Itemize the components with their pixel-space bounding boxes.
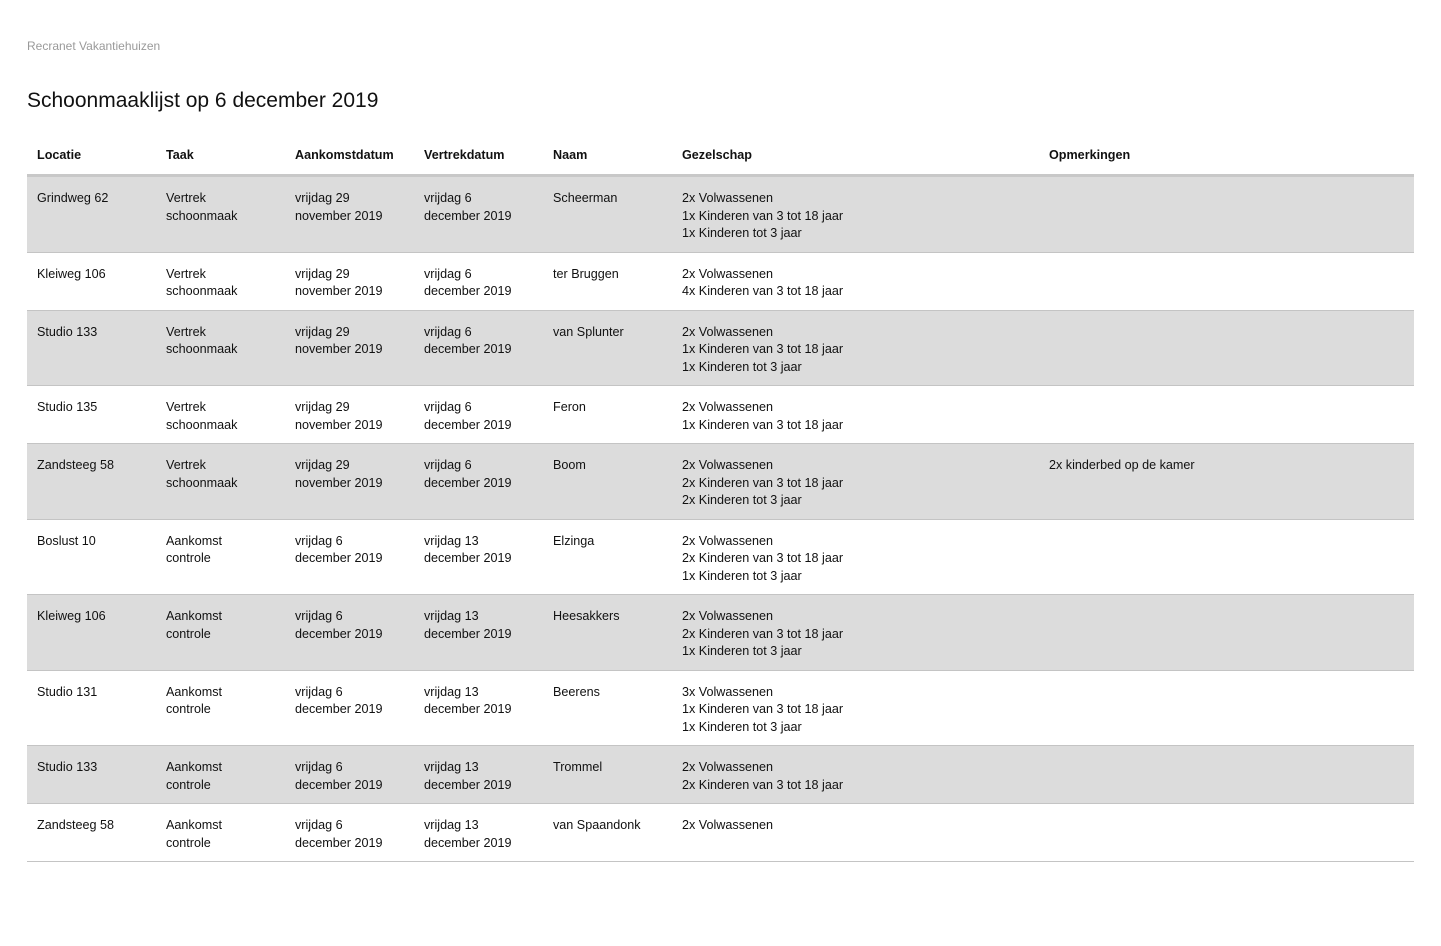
cell-locatie: Zandsteeg 58 (27, 444, 156, 520)
cell-vertrekdatum-line: vrijdag 6 (424, 191, 472, 205)
cell-aankomstdatum-line: december 2019 (295, 835, 383, 850)
table-row (27, 176, 1414, 253)
table-row (27, 670, 1414, 746)
cell-vertrekdatum-line: vrijdag 13 (424, 760, 479, 774)
cell-gezelschap (672, 519, 1039, 595)
cell-taak (156, 595, 285, 671)
cell-vertrekdatum-line: vrijdag 13 (424, 818, 479, 832)
cell-aankomstdatum (285, 176, 414, 253)
cell-taak-line: schoonmaak (166, 284, 238, 298)
cell-aankomstdatum-line: december 2019 (295, 551, 383, 565)
cell-gezelschap-line: 1x Kinderen tot 3 jaar (682, 359, 802, 374)
cell-locatie: Studio 131 (27, 670, 156, 746)
cell-vertrekdatum (414, 386, 543, 444)
cell-opmerkingen: 2x kinderbed op de kamer (1039, 444, 1414, 520)
cell-opmerkingen (1039, 746, 1414, 804)
table-row (27, 595, 1414, 671)
cell-aankomstdatum (285, 804, 414, 862)
cell-gezelschap-line: 1x Kinderen tot 3 jaar (682, 568, 802, 583)
table-row (27, 310, 1414, 386)
cell-gezelschap (672, 310, 1039, 386)
cell-opmerkingen (1039, 252, 1414, 310)
cell-taak-line: Aankomst (166, 684, 222, 699)
cell-gezelschap-line: 1x Kinderen van 3 tot 18 jaar (682, 702, 844, 716)
table-row (27, 252, 1414, 310)
cell-aankomstdatum-line: november 2019 (295, 417, 383, 432)
cell-vertrekdatum-line: december 2019 (424, 342, 512, 356)
column-header-opmerkingen: Opmerkingen (1039, 140, 1414, 176)
cell-aankomstdatum (285, 444, 414, 520)
cell-vertrekdatum (414, 310, 543, 386)
page-title: Schoonmaaklijst op 6 december 2019 (27, 89, 379, 112)
cell-opmerkingen (1039, 176, 1414, 253)
cell-aankomstdatum-line: vrijdag 29 (295, 266, 350, 281)
cell-taak-line: Vertrek (166, 191, 206, 205)
cell-taak-line: Aankomst (166, 818, 222, 832)
table-row (27, 746, 1414, 804)
cell-aankomstdatum (285, 746, 414, 804)
cell-vertrekdatum-line: december 2019 (424, 208, 512, 223)
cell-taak-line: controle (166, 777, 211, 792)
cell-taak-line: schoonmaak (166, 417, 238, 432)
cell-gezelschap-line: 2x Kinderen van 3 tot 18 jaar (682, 475, 844, 490)
cell-aankomstdatum (285, 670, 414, 746)
cell-aankomstdatum (285, 252, 414, 310)
cell-taak-line: schoonmaak (166, 475, 238, 490)
cell-naam: Elzinga (543, 519, 672, 595)
cell-naam: van Spaandonk (543, 804, 672, 862)
cell-vertrekdatum (414, 519, 543, 595)
cell-taak-line: controle (166, 835, 211, 850)
cell-taak-line: controle (166, 551, 211, 565)
cell-taak-line: Vertrek (166, 266, 206, 281)
cell-gezelschap (672, 444, 1039, 520)
table-row (27, 804, 1414, 862)
cell-naam: van Splunter (543, 310, 672, 386)
cell-taak-line: Vertrek (166, 400, 206, 414)
cell-vertrekdatum-line: vrijdag 6 (424, 266, 472, 281)
cell-gezelschap-line: 2x Kinderen van 3 tot 18 jaar (682, 551, 844, 565)
cell-gezelschap-line: 3x Volwassenen (682, 684, 774, 699)
table-row (27, 444, 1414, 520)
cell-taak (156, 252, 285, 310)
cell-vertrekdatum (414, 252, 543, 310)
cell-naam: ter Bruggen (543, 252, 672, 310)
cell-vertrekdatum (414, 176, 543, 253)
cell-gezelschap-line: 1x Kinderen tot 3 jaar (682, 226, 802, 240)
cell-opmerkingen (1039, 804, 1414, 862)
cell-vertrekdatum-line: vrijdag 13 (424, 533, 479, 548)
cell-vertrekdatum-line: december 2019 (424, 417, 512, 432)
cell-gezelschap-line: 1x Kinderen tot 3 jaar (682, 719, 802, 734)
cell-locatie: Studio 135 (27, 386, 156, 444)
cleaning-table (27, 140, 1414, 862)
cell-taak-line: Aankomst (166, 760, 222, 774)
cell-gezelschap (672, 595, 1039, 671)
cell-taak (156, 176, 285, 253)
cell-vertrekdatum (414, 444, 543, 520)
cell-taak (156, 746, 285, 804)
cell-aankomstdatum-line: vrijdag 6 (295, 533, 343, 548)
cell-vertrekdatum-line: vrijdag 6 (424, 324, 472, 339)
cell-gezelschap-line: 2x Volwassenen (682, 458, 774, 472)
cell-aankomstdatum-line: december 2019 (295, 702, 383, 716)
cell-aankomstdatum-line: november 2019 (295, 284, 383, 298)
cell-taak (156, 310, 285, 386)
cell-locatie: Studio 133 (27, 746, 156, 804)
cell-taak-line: schoonmaak (166, 208, 238, 223)
cell-aankomstdatum-line: vrijdag 6 (295, 609, 343, 623)
cell-naam: Heesakkers (543, 595, 672, 671)
cell-gezelschap-line: 2x Volwassenen (682, 266, 774, 281)
cell-gezelschap-line: 2x Kinderen tot 3 jaar (682, 493, 802, 507)
cell-vertrekdatum-line: vrijdag 6 (424, 400, 472, 414)
cell-taak-line: controle (166, 702, 211, 716)
cell-aankomstdatum (285, 386, 414, 444)
cell-taak (156, 804, 285, 862)
cell-vertrekdatum (414, 670, 543, 746)
cell-vertrekdatum (414, 804, 543, 862)
cell-aankomstdatum-line: vrijdag 6 (295, 684, 343, 699)
cell-gezelschap (672, 252, 1039, 310)
cell-aankomstdatum (285, 519, 414, 595)
cell-opmerkingen (1039, 519, 1414, 595)
cell-vertrekdatum-line: vrijdag 13 (424, 609, 479, 623)
cell-locatie: Grindweg 62 (27, 176, 156, 253)
cell-taak-line: Aankomst (166, 533, 222, 548)
cell-aankomstdatum (285, 310, 414, 386)
cell-locatie: Studio 133 (27, 310, 156, 386)
cell-gezelschap (672, 746, 1039, 804)
cell-naam: Trommel (543, 746, 672, 804)
company-name: Recranet Vakantiehuizen (27, 39, 161, 53)
column-header-vertrekdatum: Vertrekdatum (414, 140, 543, 176)
cell-gezelschap-line: 1x Kinderen tot 3 jaar (682, 644, 802, 658)
cell-taak (156, 519, 285, 595)
cell-aankomstdatum-line: november 2019 (295, 208, 383, 223)
cell-locatie: Kleiweg 106 (27, 252, 156, 310)
column-header-locatie: Locatie (27, 140, 156, 176)
column-header-aankomstdatum: Aankomstdatum (285, 140, 414, 176)
table-row (27, 519, 1414, 595)
cell-vertrekdatum (414, 595, 543, 671)
cell-aankomstdatum-line: december 2019 (295, 626, 383, 641)
cell-vertrekdatum-line: december 2019 (424, 551, 512, 565)
cell-taak-line: Vertrek (166, 324, 206, 339)
cell-taak (156, 670, 285, 746)
cell-gezelschap-line: 2x Volwassenen (682, 191, 774, 205)
cell-opmerkingen (1039, 310, 1414, 386)
cell-naam: Scheerman (543, 176, 672, 253)
cell-taak-line: schoonmaak (166, 342, 238, 356)
cell-opmerkingen (1039, 595, 1414, 671)
cell-vertrekdatum-line: vrijdag 6 (424, 458, 472, 472)
cell-opmerkingen (1039, 670, 1414, 746)
cell-naam: Boom (543, 444, 672, 520)
cell-gezelschap-line: 4x Kinderen van 3 tot 18 jaar (682, 284, 844, 298)
cell-taak (156, 386, 285, 444)
cell-vertrekdatum-line: december 2019 (424, 835, 512, 850)
cell-vertrekdatum-line: december 2019 (424, 475, 512, 490)
table-header-row (27, 140, 1414, 176)
cell-gezelschap-line: 2x Volwassenen (682, 400, 774, 414)
cell-vertrekdatum (414, 746, 543, 804)
cell-gezelschap-line: 2x Volwassenen (682, 818, 774, 832)
cell-gezelschap (672, 176, 1039, 253)
cell-gezelschap (672, 804, 1039, 862)
cell-aankomstdatum-line: december 2019 (295, 777, 383, 792)
cell-aankomstdatum (285, 595, 414, 671)
cell-gezelschap-line: 2x Kinderen van 3 tot 18 jaar (682, 777, 844, 792)
cell-aankomstdatum-line: vrijdag 29 (295, 324, 350, 339)
cell-taak-line: Vertrek (166, 458, 206, 472)
cell-aankomstdatum-line: vrijdag 6 (295, 760, 343, 774)
cell-locatie: Kleiweg 106 (27, 595, 156, 671)
cell-opmerkingen (1039, 386, 1414, 444)
cell-gezelschap (672, 386, 1039, 444)
cell-taak-line: controle (166, 626, 211, 641)
cell-vertrekdatum-line: vrijdag 13 (424, 684, 479, 699)
cell-aankomstdatum-line: november 2019 (295, 475, 383, 490)
column-header-taak: Taak (156, 140, 285, 176)
cell-taak (156, 444, 285, 520)
cell-gezelschap-line: 2x Volwassenen (682, 609, 774, 623)
cell-taak-line: Aankomst (166, 609, 222, 623)
cell-naam: Beerens (543, 670, 672, 746)
cell-gezelschap-line: 2x Volwassenen (682, 533, 774, 548)
cell-aankomstdatum-line: vrijdag 6 (295, 818, 343, 832)
cell-naam: Feron (543, 386, 672, 444)
cell-vertrekdatum-line: december 2019 (424, 777, 512, 792)
cell-gezelschap-line: 2x Kinderen van 3 tot 18 jaar (682, 626, 844, 641)
cell-vertrekdatum-line: december 2019 (424, 284, 512, 298)
cell-locatie: Boslust 10 (27, 519, 156, 595)
cell-locatie: Zandsteeg 58 (27, 804, 156, 862)
cell-aankomstdatum-line: vrijdag 29 (295, 400, 350, 414)
cell-gezelschap-line: 1x Kinderen van 3 tot 18 jaar (682, 208, 844, 223)
column-header-naam: Naam (543, 140, 672, 176)
cell-aankomstdatum-line: vrijdag 29 (295, 191, 350, 205)
cell-gezelschap-line: 1x Kinderen van 3 tot 18 jaar (682, 342, 844, 356)
cell-aankomstdatum-line: november 2019 (295, 342, 383, 356)
cell-vertrekdatum-line: december 2019 (424, 702, 512, 716)
cell-gezelschap (672, 670, 1039, 746)
cell-gezelschap-line: 2x Volwassenen (682, 324, 774, 339)
cell-aankomstdatum-line: vrijdag 29 (295, 458, 350, 472)
cell-gezelschap-line: 1x Kinderen van 3 tot 18 jaar (682, 417, 844, 432)
cell-vertrekdatum-line: december 2019 (424, 626, 512, 641)
column-header-gezelschap: Gezelschap (672, 140, 1039, 176)
cell-gezelschap-line: 2x Volwassenen (682, 760, 774, 774)
table-row (27, 386, 1414, 444)
